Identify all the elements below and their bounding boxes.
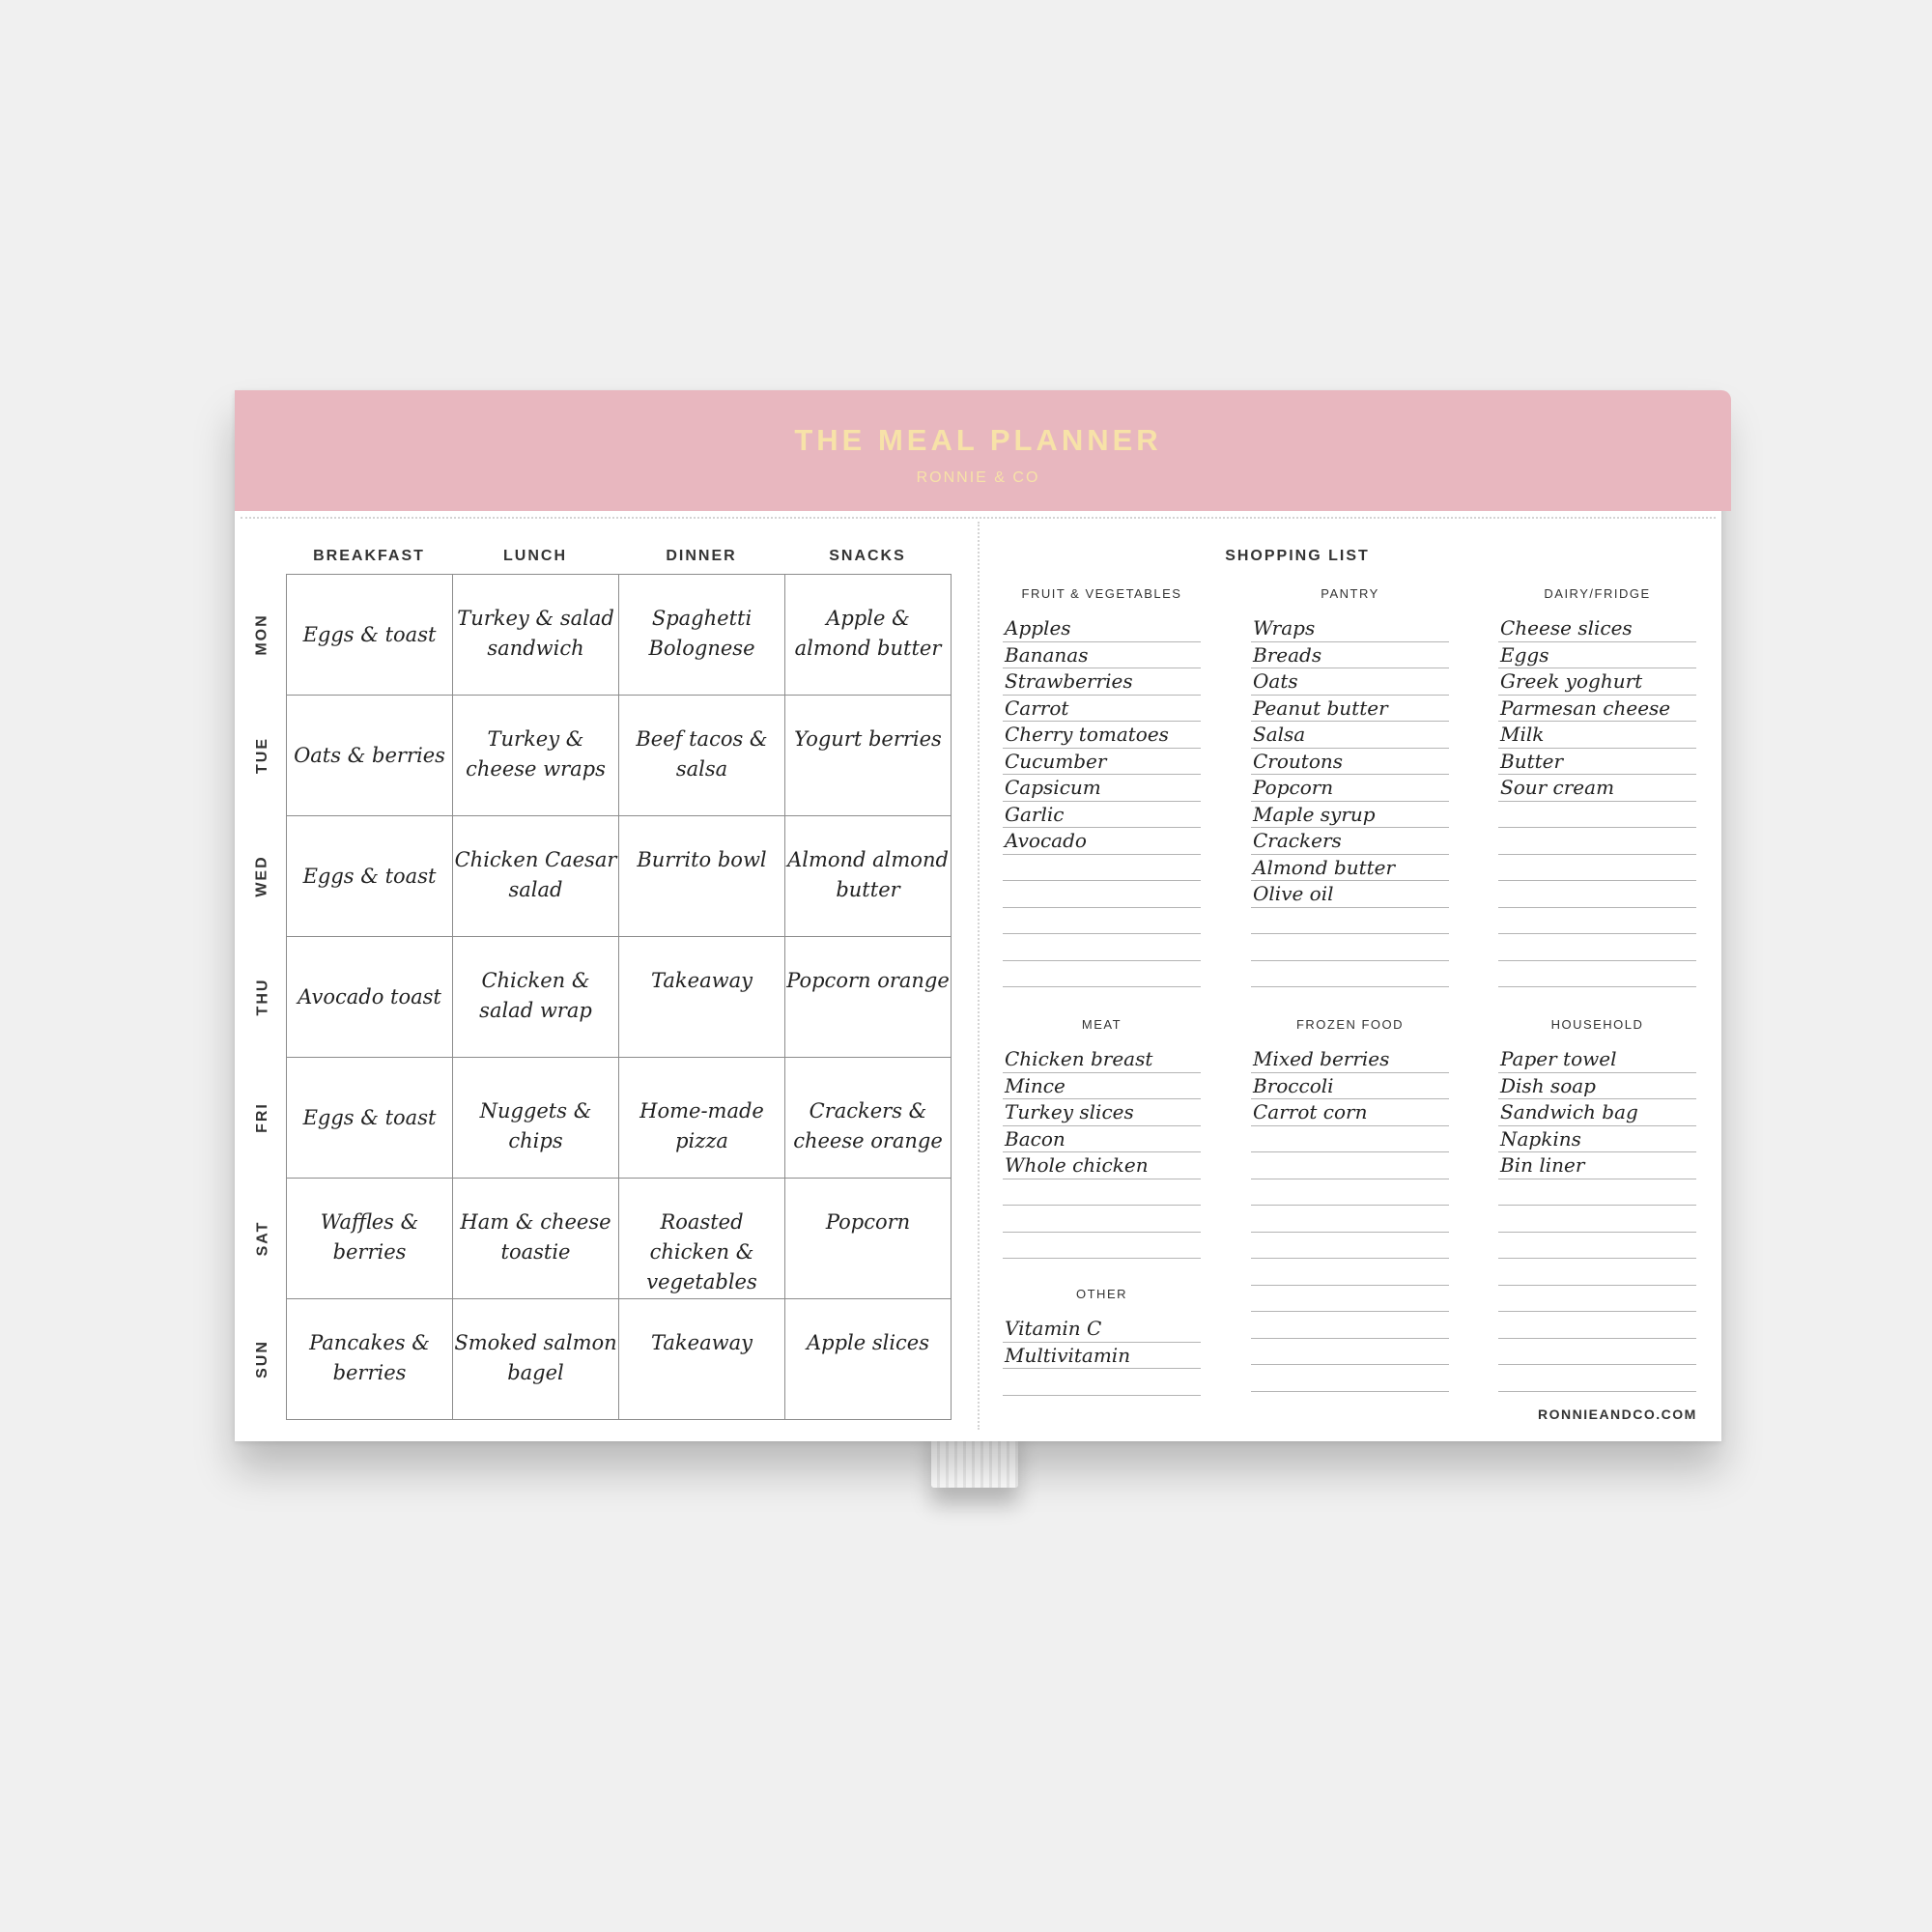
meal-cell[interactable]: Oats & berries — [287, 696, 453, 816]
list-item[interactable] — [1498, 1259, 1696, 1286]
list-item[interactable]: Bacon — [1003, 1126, 1201, 1153]
list-item[interactable]: Paper towel — [1498, 1046, 1696, 1073]
meal-cell[interactable]: Apple & almond butter — [785, 575, 952, 696]
perforation-line — [241, 517, 1716, 519]
website-footer: RONNIEANDCO.COM — [1538, 1406, 1697, 1422]
day-label-sat: SAT — [254, 1220, 270, 1256]
category-heading-other: OTHER — [1076, 1287, 1127, 1301]
list-item[interactable]: Carrot — [1003, 696, 1201, 723]
list-item[interactable] — [1251, 1126, 1449, 1153]
list-item[interactable] — [1498, 908, 1696, 935]
meal-cell[interactable]: Takeaway — [619, 1299, 785, 1420]
meal-cell[interactable]: Yogurt berries — [785, 696, 952, 816]
list-item[interactable]: Wraps — [1251, 615, 1449, 642]
list-item[interactable]: Apples — [1003, 615, 1201, 642]
meal-cell[interactable]: Avocado toast — [287, 937, 453, 1058]
list-item[interactable]: Avocado — [1003, 828, 1201, 855]
list-item[interactable]: Eggs — [1498, 642, 1696, 669]
list-item[interactable]: Bin liner — [1498, 1152, 1696, 1179]
list-item[interactable]: Olive oil — [1251, 881, 1449, 908]
day-label-mon: MON — [254, 612, 271, 656]
category-heading-dairy: DAIRY/FRIDGE — [1544, 586, 1651, 601]
list-item[interactable]: Sour cream — [1498, 775, 1696, 802]
list-item[interactable] — [1251, 961, 1449, 988]
list-item[interactable] — [1003, 1206, 1201, 1233]
list-item[interactable] — [1498, 1339, 1696, 1366]
list-item[interactable]: Cheese slices — [1498, 615, 1696, 642]
meal-cell[interactable]: Eggs & toast — [287, 575, 453, 696]
list-item[interactable] — [1251, 1233, 1449, 1260]
list-item[interactable] — [1003, 961, 1201, 988]
day-label-fri: FRI — [254, 1101, 270, 1133]
list-item[interactable]: Broccoli — [1251, 1073, 1449, 1100]
list-item[interactable]: Almond butter — [1251, 855, 1449, 882]
list-item[interactable]: Salsa — [1251, 722, 1449, 749]
meal-heading-lunch: LUNCH — [503, 548, 567, 564]
day-label-wed: WED — [254, 854, 271, 897]
list-item[interactable] — [1003, 1233, 1201, 1260]
tear-line — [978, 522, 980, 1430]
list-item[interactable]: Greek yoghurt — [1498, 668, 1696, 696]
meal-cell[interactable]: Turkey & cheese wraps — [453, 696, 619, 816]
list-item[interactable]: Napkins — [1498, 1126, 1696, 1153]
list-frozen — [1251, 1046, 1449, 1392]
list-item[interactable]: Cucumber — [1003, 749, 1201, 776]
list-item[interactable]: Bananas — [1003, 642, 1201, 669]
meal-cell[interactable]: Spaghetti Bolognese — [619, 575, 785, 696]
meal-cell[interactable]: Nuggets & chips — [453, 1058, 619, 1179]
list-item[interactable]: Chicken breast — [1003, 1046, 1201, 1073]
meal-cell[interactable]: Smoked salmon bagel — [453, 1299, 619, 1420]
meal-cell[interactable]: Crackers & cheese orange — [785, 1058, 952, 1179]
list-item[interactable] — [1498, 934, 1696, 961]
list-item[interactable] — [1003, 855, 1201, 882]
meal-heading-dinner: DINNER — [666, 548, 737, 564]
list-item[interactable]: Vitamin C — [1003, 1316, 1201, 1343]
list-item[interactable]: Capsicum — [1003, 775, 1201, 802]
meal-grid — [286, 574, 952, 1420]
list-item[interactable] — [1003, 908, 1201, 935]
planner-subtitle: RONNIE & CO — [916, 469, 1040, 486]
list-item[interactable]: Sandwich bag — [1498, 1099, 1696, 1126]
list-item[interactable] — [1498, 828, 1696, 855]
list-item[interactable] — [1498, 881, 1696, 908]
meal-cell[interactable]: Home-made pizza — [619, 1058, 785, 1179]
list-item[interactable] — [1498, 802, 1696, 829]
category-heading-household: HOUSEHOLD — [1550, 1017, 1644, 1032]
list-item[interactable] — [1498, 1206, 1696, 1233]
day-label-sun: SUN — [254, 1339, 270, 1378]
planner-header — [235, 390, 1731, 511]
list-item[interactable] — [1251, 1152, 1449, 1179]
list-item[interactable] — [1251, 1206, 1449, 1233]
list-item[interactable] — [1251, 1286, 1449, 1313]
list-item[interactable]: Breads — [1251, 642, 1449, 669]
list-item[interactable]: Peanut butter — [1251, 696, 1449, 723]
list-item[interactable]: Mixed berries — [1251, 1046, 1449, 1073]
list-meat — [1003, 1046, 1201, 1259]
list-fruit-veg — [1003, 615, 1201, 987]
list-item[interactable]: Whole chicken — [1003, 1152, 1201, 1179]
planner-title: THE MEAL PLANNER — [794, 423, 1162, 457]
category-heading-frozen: FROZEN FOOD — [1295, 1017, 1405, 1032]
list-item[interactable] — [1251, 1179, 1449, 1207]
meal-heading-snacks: SNACKS — [829, 548, 906, 564]
list-item[interactable]: Crackers — [1251, 828, 1449, 855]
meal-planner-pad — [235, 390, 1721, 1441]
list-item[interactable]: Oats — [1251, 668, 1449, 696]
meal-cell[interactable]: Chicken & salad wrap — [453, 937, 619, 1058]
meal-cell[interactable]: Waffles & berries — [287, 1179, 453, 1299]
list-item[interactable]: Popcorn — [1251, 775, 1449, 802]
meal-cell[interactable]: Beef tacos & salsa — [619, 696, 785, 816]
list-item[interactable]: Carrot corn — [1251, 1099, 1449, 1126]
list-item[interactable] — [1003, 881, 1201, 908]
list-item[interactable] — [1498, 1286, 1696, 1313]
list-item[interactable] — [1498, 855, 1696, 882]
list-household — [1498, 1046, 1696, 1392]
list-item[interactable] — [1003, 1179, 1201, 1207]
meal-cell[interactable]: Turkey & salad sandwich — [453, 575, 619, 696]
meal-cell[interactable]: Popcorn orange — [785, 937, 952, 1058]
list-item[interactable] — [1251, 1312, 1449, 1339]
list-item[interactable]: Parmesan cheese — [1498, 696, 1696, 723]
list-other — [1003, 1316, 1201, 1396]
category-heading-fruit-veg: FRUIT & VEGETABLES — [1021, 586, 1182, 601]
category-heading-pantry: PANTRY — [1321, 586, 1379, 601]
meal-cell[interactable]: Eggs & toast — [287, 1058, 453, 1179]
list-item[interactable]: Multivitamin — [1003, 1343, 1201, 1370]
meal-cell[interactable]: Roasted chicken & vegetables — [619, 1179, 785, 1299]
list-item[interactable] — [1251, 1365, 1449, 1392]
meal-cell[interactable]: Burrito bowl — [619, 816, 785, 937]
list-item[interactable] — [1498, 961, 1696, 988]
list-item[interactable]: Dish soap — [1498, 1073, 1696, 1100]
list-pantry — [1251, 615, 1449, 987]
meal-cell[interactable]: Ham & cheese toastie — [453, 1179, 619, 1299]
meal-cell[interactable]: Chicken Caesar salad — [453, 816, 619, 937]
meal-cell[interactable]: Eggs & toast — [287, 816, 453, 937]
list-item[interactable]: Butter — [1498, 749, 1696, 776]
list-item[interactable]: Garlic — [1003, 802, 1201, 829]
meal-cell[interactable]: Almond almond butter — [785, 816, 952, 937]
list-item[interactable]: Milk — [1498, 722, 1696, 749]
list-item[interactable]: Cherry tomatoes — [1003, 722, 1201, 749]
list-dairy — [1498, 615, 1696, 987]
shopping-list-title: SHOPPING LIST — [1225, 548, 1370, 564]
list-item[interactable] — [1003, 934, 1201, 961]
list-item[interactable] — [1251, 908, 1449, 935]
list-item[interactable] — [1498, 1365, 1696, 1392]
list-item[interactable] — [1498, 1179, 1696, 1207]
list-item[interactable] — [1498, 1312, 1696, 1339]
meal-heading-breakfast: BREAKFAST — [313, 548, 425, 564]
meal-cell[interactable]: Pancakes & berries — [287, 1299, 453, 1420]
list-item[interactable]: Strawberries — [1003, 668, 1201, 696]
list-item[interactable]: Croutons — [1251, 749, 1449, 776]
list-item[interactable] — [1251, 934, 1449, 961]
list-item[interactable] — [1251, 1259, 1449, 1286]
meal-cell[interactable]: Popcorn — [785, 1179, 952, 1299]
list-item[interactable] — [1003, 1369, 1201, 1396]
list-item[interactable]: Turkey slices — [1003, 1099, 1201, 1126]
meal-cell[interactable]: Apple slices — [785, 1299, 952, 1420]
category-heading-meat: MEAT — [1081, 1017, 1122, 1032]
day-label-tue: TUE — [254, 736, 270, 774]
list-item[interactable] — [1498, 1233, 1696, 1260]
list-item[interactable] — [1251, 1339, 1449, 1366]
day-label-thu: THU — [254, 978, 271, 1015]
list-item[interactable]: Maple syrup — [1251, 802, 1449, 829]
list-item[interactable]: Mince — [1003, 1073, 1201, 1100]
meal-cell[interactable]: Takeaway — [619, 937, 785, 1058]
